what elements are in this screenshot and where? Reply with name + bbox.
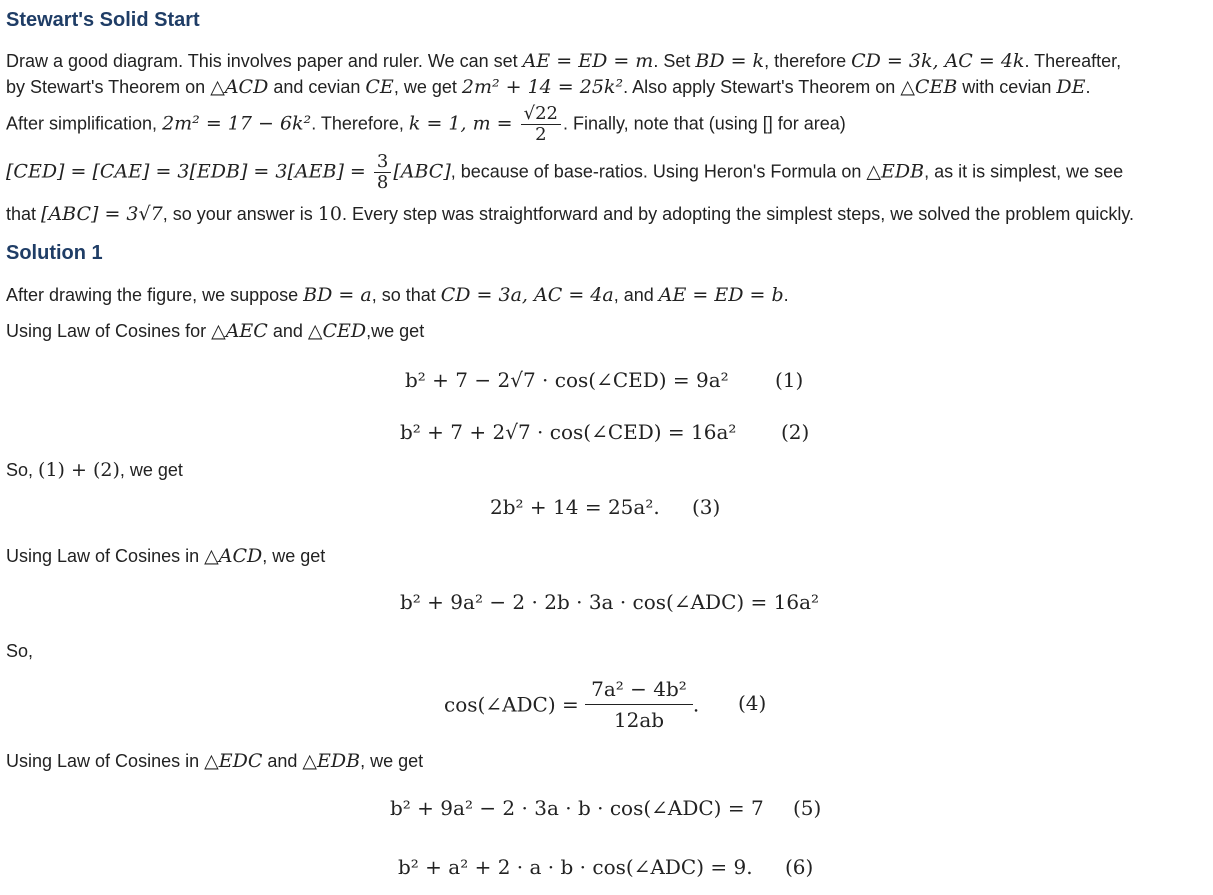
text: . Every step was straightforward and by adopting the simplest steps, we solved the problem quickly.	[341, 204, 1135, 224]
math: BD = a	[303, 284, 372, 306]
equation-6-number: (6)	[785, 855, 814, 879]
math: k = 1, m =	[408, 112, 519, 135]
text: . Finally, note that (using [] for area)	[562, 113, 846, 134]
section-heading-solution-1: Solution 1	[6, 242, 103, 264]
equation-4-number: (4)	[738, 691, 767, 715]
text: . Therefore,	[311, 113, 409, 134]
text: Using Law of Cosines in	[6, 546, 205, 566]
math: △ACD	[204, 545, 263, 567]
fraction-denominator: 2	[535, 124, 547, 145]
text: , we get	[393, 77, 462, 97]
text: After simplification,	[6, 113, 163, 134]
math: CD = 3k, AC = 4k	[851, 50, 1025, 72]
math: AE = ED = b	[658, 284, 784, 306]
text: , so your answer is	[162, 204, 318, 224]
equation-1: b² + 7 − 2√7 · cos(∠CED) = 9a²	[405, 368, 729, 392]
equation-4-tail: .	[692, 692, 700, 717]
math: CE	[365, 76, 394, 98]
solution1-line-3	[6, 457, 183, 483]
fraction	[521, 104, 561, 145]
text: .	[783, 285, 789, 305]
math: △EDB	[302, 750, 361, 772]
fraction-denominator: 12ab	[613, 708, 665, 732]
math: △AEC	[211, 320, 268, 342]
math: 10	[317, 203, 342, 225]
solution1-line-5: So,	[6, 641, 34, 661]
equation-5-number: (5)	[793, 796, 822, 820]
equation-3: 2b² + 14 = 25a².	[490, 495, 660, 519]
math: [CED] = [CAE] = 3[EDB] = 3[AEB] =	[6, 160, 372, 183]
text: . Set	[653, 51, 696, 71]
math: [ABC]	[393, 160, 451, 183]
math: CD = 3a, AC = 4a	[440, 284, 614, 306]
equation-4	[444, 674, 699, 735]
text: , we get	[262, 546, 326, 566]
math: [ABC] = 3√7	[41, 203, 163, 225]
text: , because of base-ratios. Using Heron's Formula on	[450, 161, 867, 182]
text: and cevian	[268, 77, 366, 97]
text: After drawing the figure, we suppose	[6, 285, 304, 305]
math: △EDB	[866, 160, 925, 183]
text: Draw a good diagram. This involves paper and ruler. We can set	[6, 51, 523, 71]
equation-6: b² + a² + 2 · a · b · cos(∠ADC) = 9.	[398, 855, 753, 879]
text: , we get	[360, 751, 424, 771]
text: , so that	[371, 285, 441, 305]
math: △ACD	[210, 76, 269, 98]
fraction	[374, 152, 391, 193]
math: DE	[1056, 76, 1086, 98]
text: .	[1085, 77, 1091, 97]
equation-acd: b² + 9a² − 2 · 2b · 3a · cos(∠ADC) = 16a²	[400, 590, 820, 614]
equation-2: b² + 7 + 2√7 · cos(∠CED) = 16a²	[400, 420, 737, 444]
solution1-line-6	[6, 748, 423, 774]
stewart-line-2	[6, 74, 1090, 100]
equation-5: b² + 9a² − 2 · 3a · b · cos(∠ADC) = 7	[390, 796, 764, 820]
text: , as it is simplest, we see	[924, 161, 1124, 182]
text: , and	[613, 285, 659, 305]
math: △CEB	[900, 76, 958, 98]
stewart-line-1	[6, 48, 1121, 74]
text: Using Law of Cosines in	[6, 751, 205, 771]
stewart-line-5	[6, 201, 1134, 227]
math: AE = ED = m	[522, 50, 654, 72]
equation-4-lhs: cos(∠ADC) =	[444, 692, 586, 717]
text: ,we get	[366, 321, 425, 341]
text: . Thereafter,	[1024, 51, 1122, 71]
math: BD = k	[695, 50, 765, 72]
fraction-numerator: √22	[521, 104, 561, 125]
math: △EDC	[204, 750, 263, 772]
math: △CED	[307, 320, 367, 342]
equation-1-number: (1)	[775, 368, 804, 392]
text: and	[262, 751, 303, 771]
solution1-line-1	[6, 282, 789, 308]
text: and	[267, 321, 308, 341]
fraction-numerator: 7a² − 4b²	[585, 674, 693, 705]
text: Using Law of Cosines for	[6, 321, 212, 341]
math: 2m² + 14 = 25k²	[461, 76, 624, 98]
equation-4-fraction	[585, 674, 693, 735]
text: So,	[6, 460, 39, 480]
section-heading-stewart: Stewart's Solid Start	[6, 9, 200, 31]
text: by Stewart's Theorem on	[6, 77, 211, 97]
solution1-line-4	[6, 543, 325, 569]
stewart-line-3	[6, 104, 846, 145]
equation-3-number: (3)	[692, 495, 721, 519]
math: 2m² = 17 − 6k²	[162, 112, 312, 135]
text: , therefore	[764, 51, 852, 71]
fraction-denominator: 8	[376, 172, 389, 193]
text: . Also apply Stewart's Theorem on	[623, 77, 901, 97]
stewart-line-4	[6, 152, 1123, 193]
solution1-line-2	[6, 318, 424, 344]
fraction-numerator: 3	[374, 152, 391, 173]
text: that	[6, 204, 42, 224]
text: with cevian	[957, 77, 1057, 97]
equation-2-number: (2)	[781, 420, 810, 444]
text: , we get	[119, 460, 183, 480]
math: (1) + (2)	[38, 459, 120, 481]
